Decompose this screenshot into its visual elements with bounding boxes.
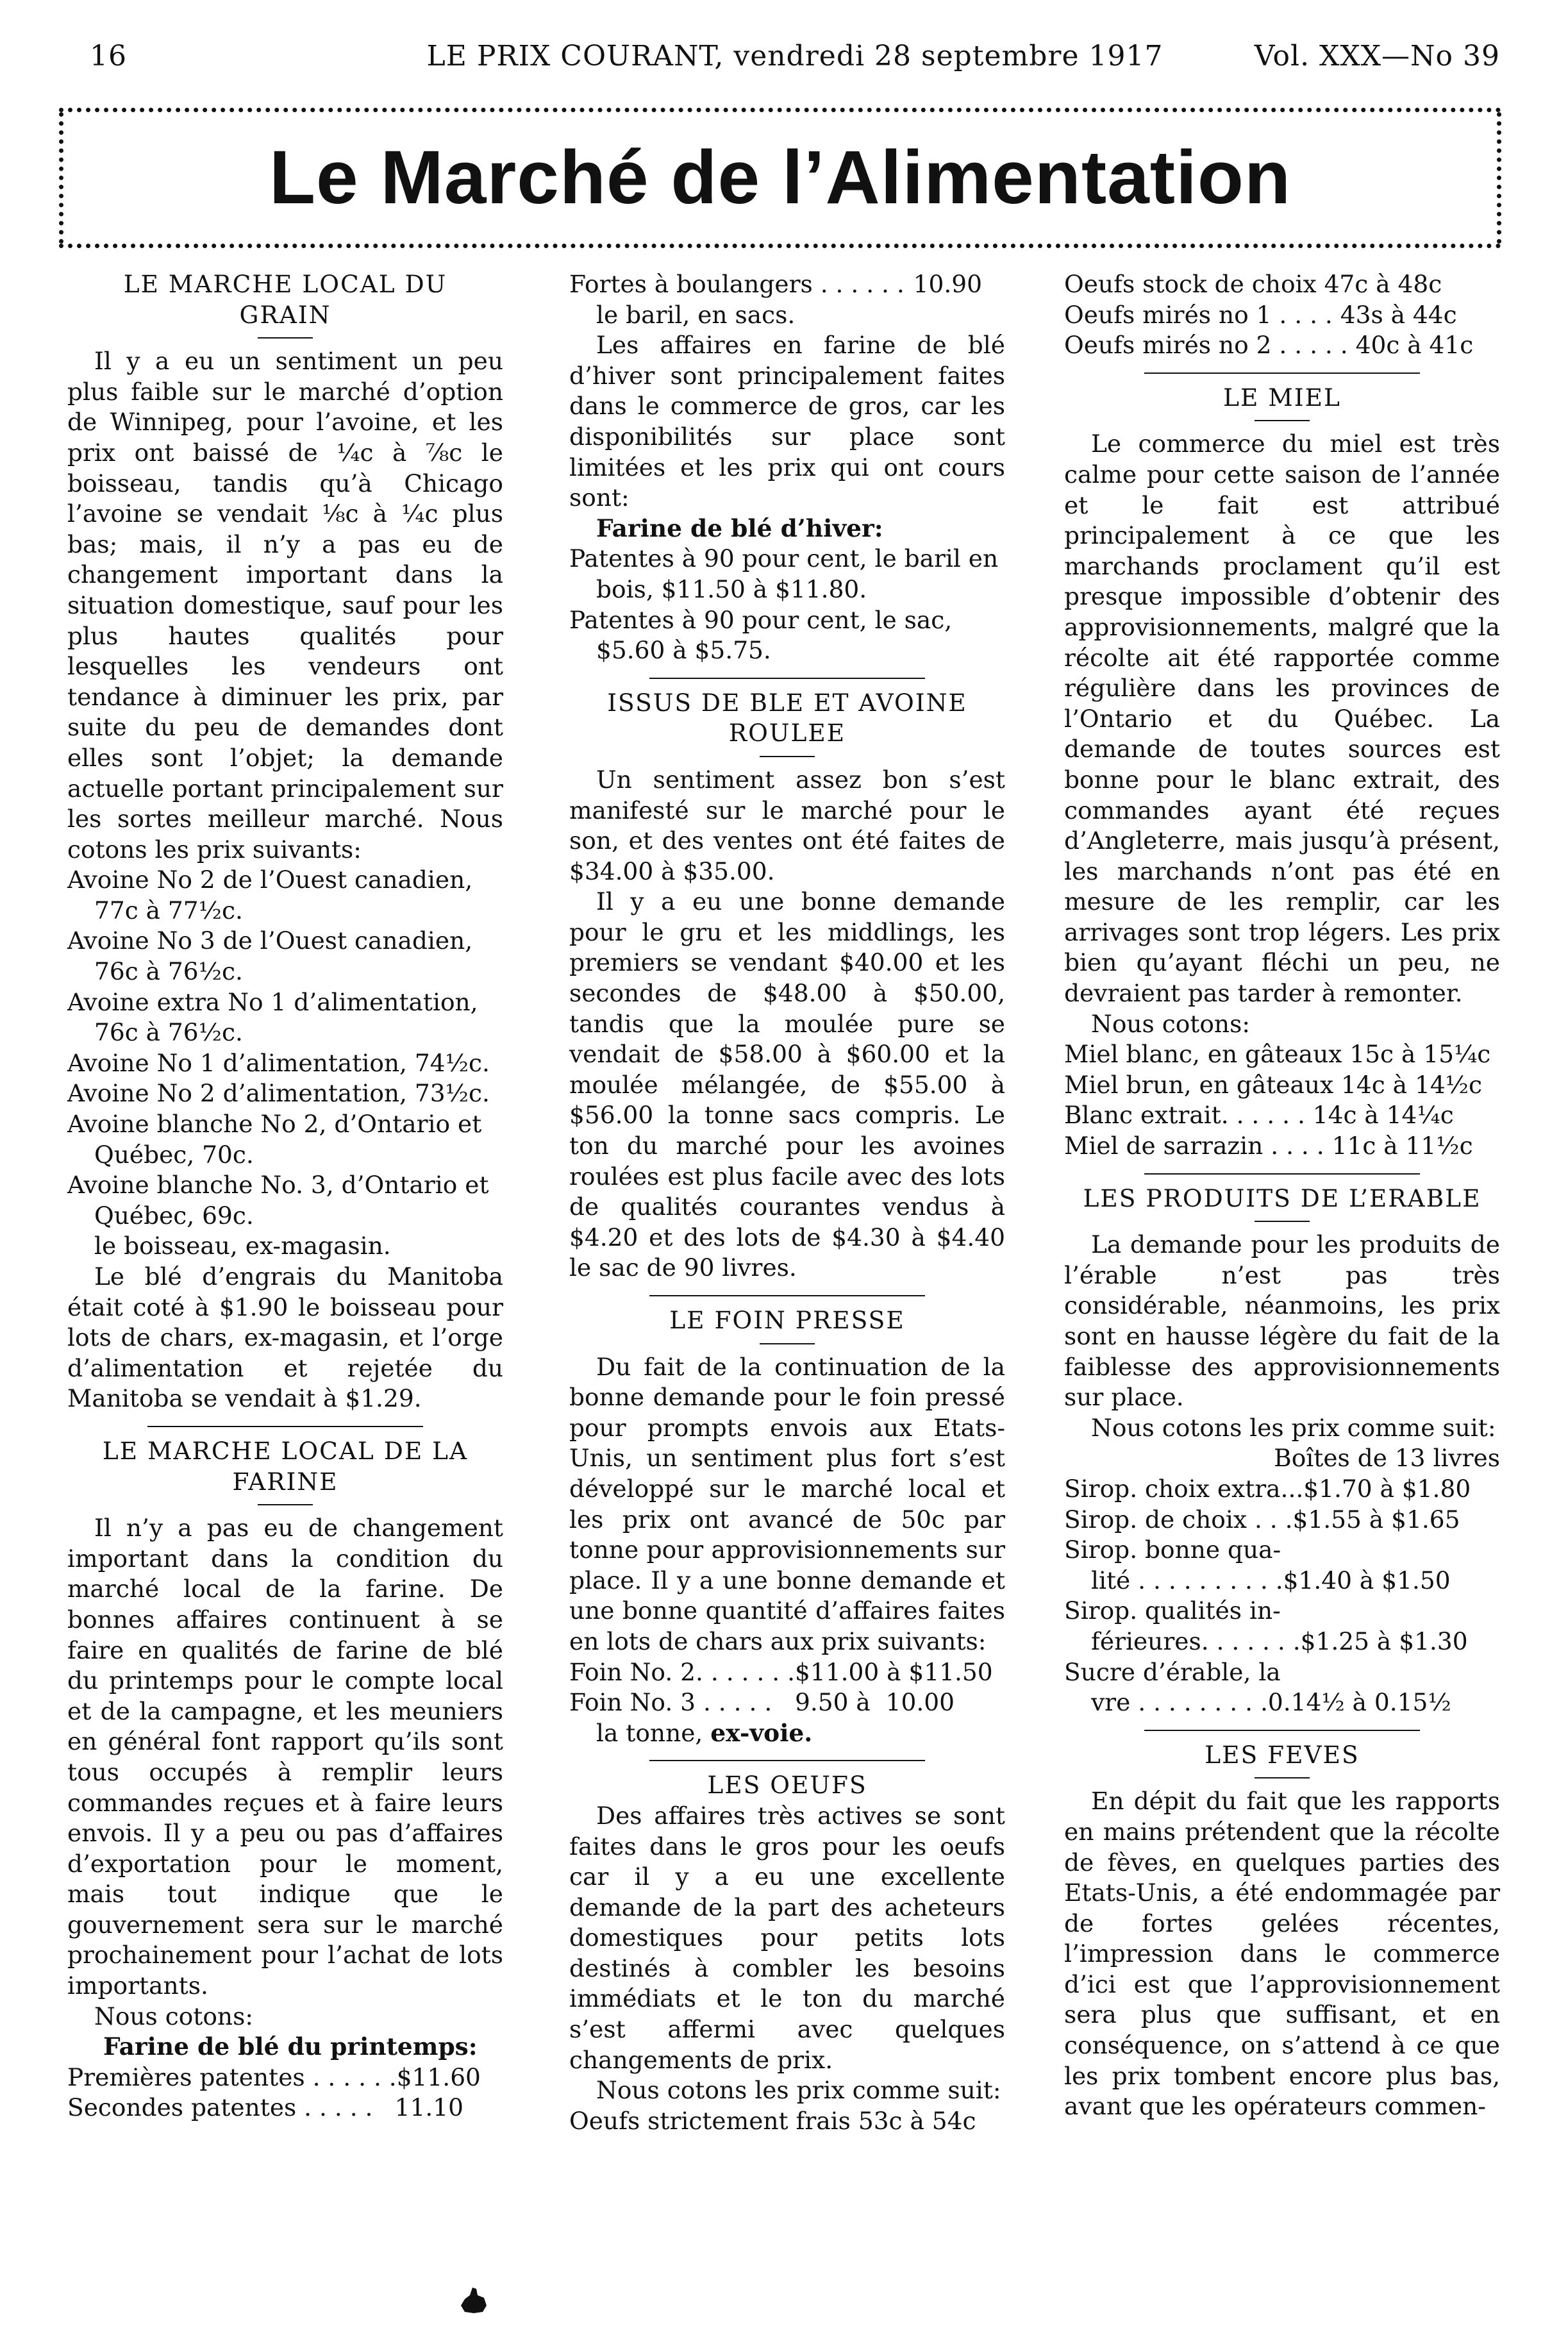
maple-unit-heading: Boîtes de 13 livres [1274,1444,1500,1473]
maple-price-4b: férieures. . . . . . .$1.25 à $1.30 [1091,1627,1468,1655]
bran-paragraph: Un sentiment assez bon s’est manifesté sur le marché pour le son, et des ventes ont été faites de $34.00 à $35.00. [569,765,1005,885]
divider [258,337,313,339]
maple-paragraph: La demande pour les produits de l’érable n’est pas très considérable, néanmoins, les prix sont en hausse légère du fait de la faiblesse des approvisionnements sur place. [1064,1230,1500,1412]
section-heading-hay: LE FOIN PRESSE [669,1306,905,1334]
price-row: Fortes à boulangers . . . . . . 10.90 [569,270,982,298]
oats-price-6: Avoine blanche No 2, d’Ontario et Québec, 70c. [67,1110,482,1169]
volume-number: Vol. XXX—No 39 [1254,40,1500,72]
section-rule [1144,372,1420,374]
oats-price-4: Avoine No 1 d’alimentation, 74½c. [67,1048,490,1077]
winter-price-2: Patentes à 90 pour cent, le sac, $5.60 à $5.75. [569,605,953,665]
section-heading-grain: LE MARCHE LOCAL DU GRAIN [123,270,447,329]
section-heading-honey: LE MIEL [1223,383,1341,412]
section-rule [147,1426,423,1427]
quote-intro: Nous cotons: [1091,1009,1250,1038]
maple-price-1: Sirop. choix extra...$1.70 à $1.80 [1064,1474,1471,1503]
eggs-price-3: Oeufs mirés no 1 . . . . 43s à 44c [1064,300,1457,329]
oats-unit: le boisseau, ex-magasin. [94,1232,391,1260]
page-title: Le Marché de l’Alimentation [269,135,1292,220]
maple-price-3b: lité . . . . . . . . . .$1.40 à $1.50 [1091,1566,1451,1594]
running-header [90,40,1500,85]
maple-price-2: Sirop. de choix . . .$1.55 à $1.65 [1064,1505,1460,1534]
section-heading-flour: LE MARCHE LOCAL DE LA FARINE [102,1436,469,1496]
eggs-price-2: Oeufs stock de choix 47c à 48c [1064,270,1442,298]
honey-price-1: Miel blanc, en gâteaux 15c à 15¼c [1064,1040,1491,1069]
section-rule [1144,1173,1420,1175]
divider [760,756,815,757]
eggs-price-1: Oeufs strictement frais 53c à 54c [569,2106,976,2135]
divider [1255,420,1310,421]
hay-price-2: Foin No. 3 . . . . . 9.50 à 10.00 [569,1688,955,1717]
quote-intro: Nous cotons: [94,2002,253,2030]
maple-price-3a: Sirop. bonne qua- [1064,1535,1281,1564]
section-rule [649,1295,925,1296]
flour-paragraph: Il n’y a pas eu de changement important dans la condition du marché local de la farine. De bonnes affaires continuent à se faire en qualités de farine de blé du printemps pour le compte local et de la campagne, et les meuniers en général font rapport qu’ils sont tous occupés à remplir leurs commandes reçues et à faire leurs envois. Il y a peu ou pas d’affaires d’exportation pour le moment, mais tout indique que le gouvernement sera sur le marché prochainement pour l’achat de lots importants. [67,1514,503,2000]
column-2 [569,269,1005,2136]
grain-paragraph: Il y a eu un sentiment un peu plus faible sur le marché d’option de Winnipeg, pour l’avoine, et les prix ont baissé de ¼c à ⅞c le boisseau, tandis qu’à Chicago l’avoine se vendait ⅛c à ¼c plus bas; mais, il n’y a pas eu de changement important dans la situation domestique, sauf pour les plus hautes qualités pour lesquelles les vendeurs ont tendance à diminuer les prix, par suite du peu de demandes dont elles sont l’objet; la demande actuelle portant principalement sur les sortes meilleur marché. Nous cotons les prix suivants: [67,347,503,864]
manitoba-paragraph: Le blé d’engrais du Manitoba était coté à $1.90 le boisseau pour lots de chars, ex-magasin, et l’orge d’alimentation et rejetée du Manitoba se vendait à $1.29. [67,1262,503,1413]
column-3 [1064,269,1500,2122]
oats-price-2: Avoine No 3 de l’Ouest canadien, 76c à 76½c. [67,926,473,986]
maple-price-5a: Sucre d’érable, la [1064,1657,1281,1686]
honey-price-2: Miel brun, en gâteaux 14c à 14½c [1064,1070,1483,1099]
winter-flour-paragraph: Les affaires en farine de blé d’hiver sont principalement faites dans le commerce de gros, car les disponibilités sur place sont limitées et les prix qui ont cours sont: [569,331,1005,512]
title-banner [59,108,1501,248]
spring-flour-heading: Farine de blé du printemps: [103,2032,478,2061]
column-1 [67,269,503,2123]
divider [1255,1221,1310,1222]
eggs-price-4: Oeufs mirés no 2 . . . . . 40c à 41c [1064,331,1474,360]
page-number: 16 [90,40,127,72]
maple-price-4a: Sirop. qualités in- [1064,1596,1281,1625]
hay-paragraph: Du fait de la continuation de la bonne demande pour le foin pressé pour prompts envois aux Etats-Unis, un sentiment plus fort s’est développé sur le marché local et les prix ont avancé de 50c par tonne pour approvisionnements sur place. Il y a une bonne demande et une bonne quantité d’affaires faites en lots de chars aux prix suivants: [569,1352,1005,1655]
divider [258,1504,313,1505]
winter-flour-heading: Farine de blé d’hiver: [596,514,883,542]
maple-quote-intro: Nous cotons les prix comme suit: [1091,1413,1496,1442]
honey-paragraph: Le commerce du miel est très calme pour cette saison de l’année et le fait est attribué principalement à ce que les marchands proclament qu’il est presque impossible d’obtenir des approvisionnements, malgré que la récolte ait été rapportée comme régulière dans les provinces de l’Ontario et du Québec. La demande de toutes sources est bonne pour le blanc extrait, des commandes ayant été reçues d’Angleterre, mais jusqu’à présent, les marchands n’ont pas été en mesure de les remplir, car les arrivages sont trop légers. Les prix bien qu’ayant fléchi un peu, ne devraient pas tarder à remonter. [1064,430,1500,1008]
section-heading-maple: LES PRODUITS DE L’ERABLE [1083,1184,1481,1212]
publication-line: LE PRIX COURANT, vendredi 28 septembre 1917 [426,40,1163,72]
section-rule [649,678,925,679]
beans-paragraph: En dépit du fait que les rapports en mains prétendent que la récolte de fèves, en quelques parties des Etats-Unis, a été endommagée par de fortes gelées récentes, l’impression dans le commerce d’ici est que l’approvisionnement sera plus que suffisant, et en conséquence, on s’attend à ce que les prix tombent encore plus bas, avant que les opérateurs commen- [1064,1787,1500,2121]
ink-blot-mark [458,2286,489,2314]
divider [760,1343,815,1344]
price-unit: le baril, en sacs. [596,300,796,329]
maple-price-5b: vre . . . . . . . . .0.14½ à 0.15½ [1091,1688,1451,1717]
price-row: Secondes patentes . . . . . 11.10 [67,2093,463,2122]
winter-price-1: Patentes à 90 pour cent, le baril en bois, $11.50 à $11.80. [569,544,999,603]
section-rule [649,1760,925,1761]
oats-price-1: Avoine No 2 de l’Ouest canadien, 77c à 77½c. [67,866,473,925]
divider [1255,1777,1310,1778]
section-heading-beans: LES FEVES [1205,1740,1360,1769]
oats-price-3: Avoine extra No 1 d’alimentation, 76c à 76½c. [67,987,478,1047]
section-heading-mill-feed: ISSUS DE BLE ET AVOINE ROULEE [607,688,967,748]
hay-price-1: Foin No. 2. . . . . . .$11.00 à $11.50 [569,1657,993,1686]
middlings-paragraph: Il y a eu une bonne demande pour le gru et les middlings, les premiers se vendant $40.00 et les secondes de $48.00 à $50.00, tandis que la moulée pure se vendait de $58.00 à $60.00 et la moulée mélangée, de $55.00 à $56.00 la tonne sacs compris. Le ton du marché pour les avoines roulées est plus facile avec des lots de qualités courantes vendus à $4.20 et des lots de $4.30 à $4.40 le sac de 90 livres. [569,887,1005,1282]
honey-price-4: Miel de sarrazin . . . . 11c à 11½c [1064,1132,1473,1160]
section-rule [1144,1730,1420,1731]
hay-unit: la tonne, ex-voie. [596,1718,813,1747]
oats-price-5: Avoine No 2 d’alimentation, 73½c. [67,1079,490,1108]
eggs-paragraph: Des affaires très actives se sont faites dans le gros pour les oeufs car il y a eu une excellente demande de la part des acheteurs domestiques pour petits lots destinés à combler les besoins immédiats et le ton du marché s’est affermi avec quelques changements de prix. [569,1801,1005,2074]
price-row: Premières patentes . . . . . . $11.60 [67,2062,481,2091]
oats-price-7: Avoine blanche No. 3, d’Ontario et Québec, 69c. [67,1171,489,1230]
eggs-quote-intro: Nous cotons les prix comme suit: [596,2076,1001,2105]
section-heading-eggs: LES OEUFS [707,1771,867,1800]
honey-price-3: Blanc extrait. . . . . . 14c à 14¼c [1064,1101,1454,1130]
